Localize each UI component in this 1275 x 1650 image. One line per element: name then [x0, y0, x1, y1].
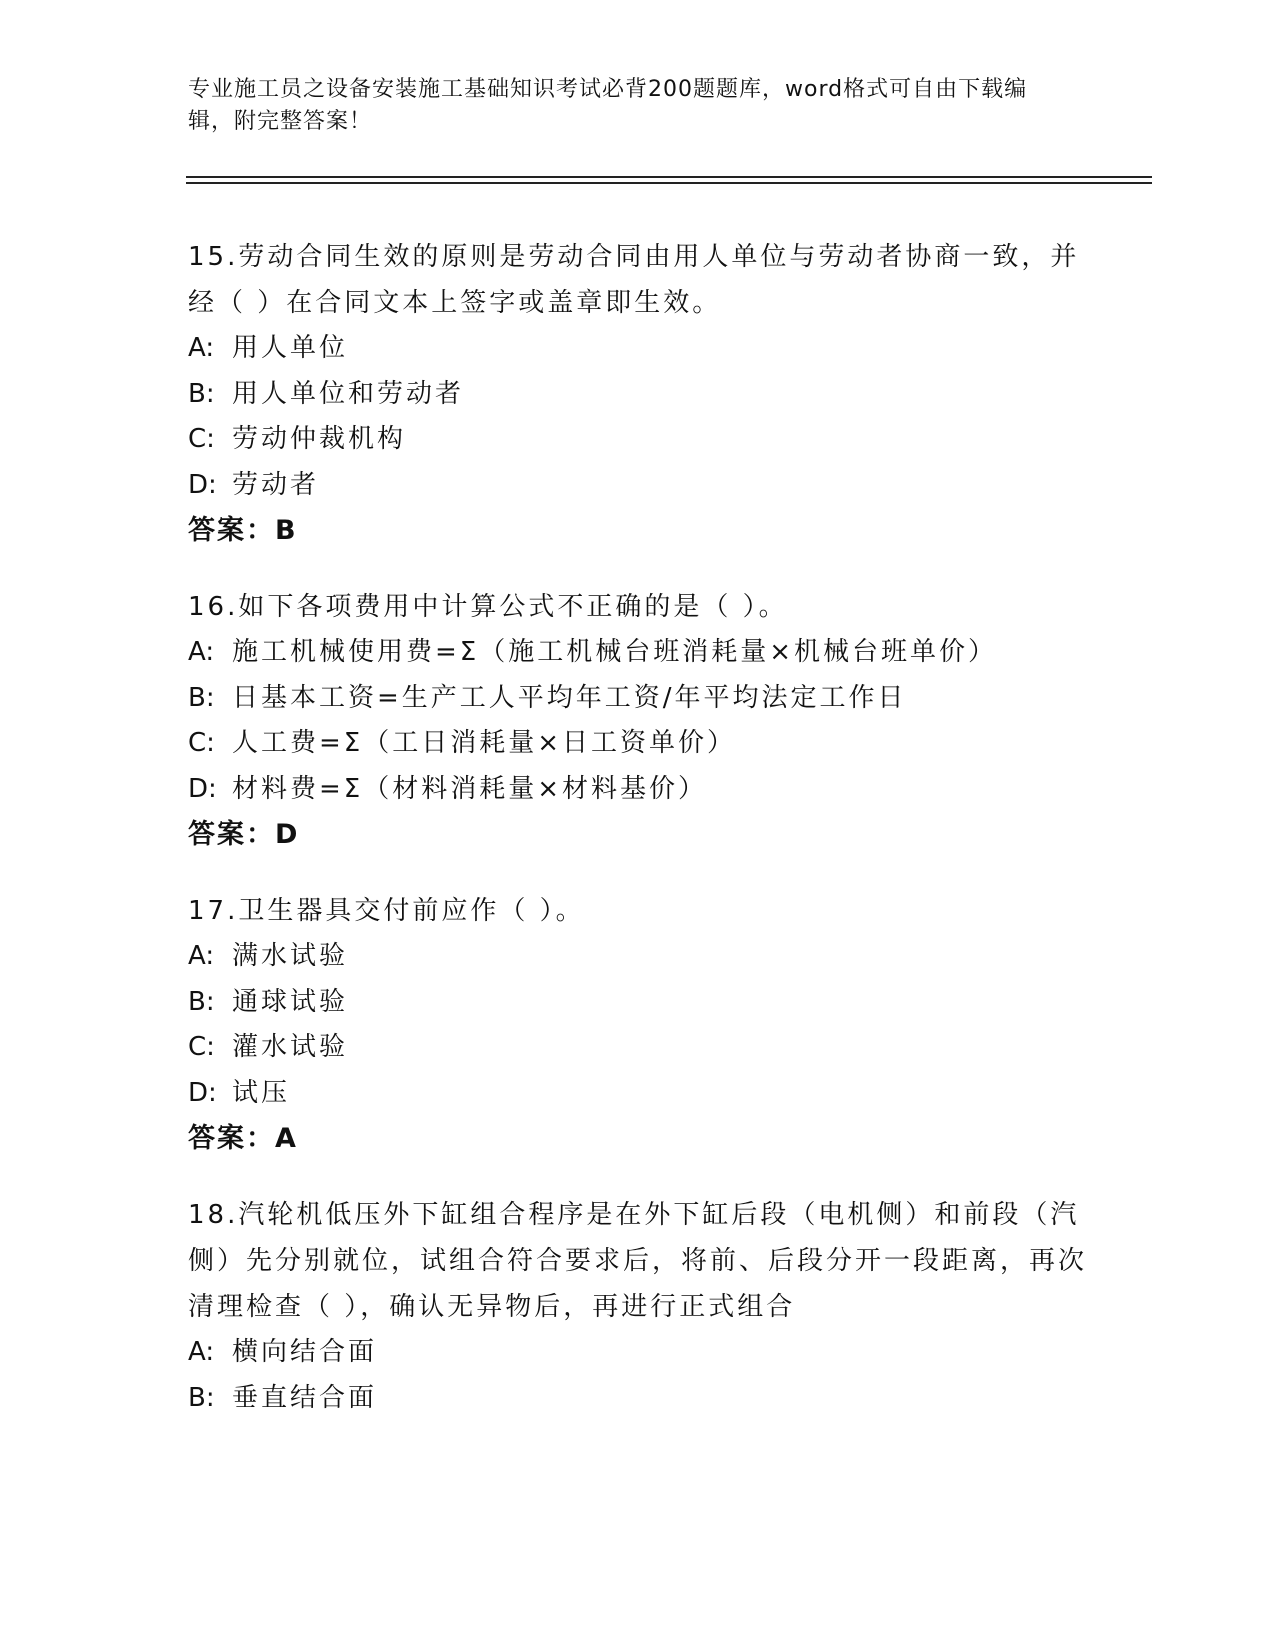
option-text: 垂直结合面: [232, 1382, 378, 1413]
option-text: 用人单位: [232, 333, 349, 363]
option-letter: C:: [188, 728, 215, 758]
option-d: [188, 767, 1088, 813]
answer-label: 答案：B: [188, 515, 298, 546]
option-text: 人工费=Σ（工日消耗量×日工资单价）: [232, 728, 736, 758]
option-letter: B:: [188, 378, 215, 409]
document-header: 专业施工员之设备安装施工基础知识考试必背200题题库，word格式可自由下载编辑，附完整答案！: [188, 77, 1028, 134]
option-text: 用人单位和劳动者: [232, 378, 465, 409]
question-18: [188, 1192, 1088, 1421]
option-letter: D:: [188, 1077, 217, 1108]
option-text: 施工机械使用费=Σ（施工机械台班消耗量×机械台班单价）: [232, 637, 997, 667]
question-16: [188, 584, 1088, 858]
option-text: 满水试验: [232, 941, 349, 971]
option-b: [188, 980, 1088, 1026]
option-letter: B:: [188, 986, 215, 1017]
option-text: 试压: [232, 1077, 291, 1108]
option-letter: A:: [188, 637, 215, 667]
option-letter: A:: [188, 1337, 215, 1367]
option-letter: A:: [188, 941, 215, 971]
option-c: [188, 721, 1088, 767]
option-letter: D:: [188, 773, 217, 804]
answer-label: 答案：A: [188, 1123, 298, 1154]
option-a: [188, 1330, 1088, 1376]
option-letter: B:: [188, 1382, 215, 1413]
option-text: 通球试验: [232, 986, 349, 1017]
option-a: [188, 630, 1088, 676]
option-letter: C:: [188, 1032, 215, 1062]
option-letter: A:: [188, 333, 215, 363]
answer-label: 答案：D: [188, 819, 300, 850]
option-letter: D:: [188, 469, 217, 500]
option-text: 劳动仲裁机构: [232, 424, 407, 454]
question-list: [188, 234, 1088, 1451]
question-stem: 15.劳动合同生效的原则是劳动合同由用人单位与劳动者协商一致，并经（ ）在合同文本上签字或盖章即生效。: [188, 242, 1080, 318]
question-stem: 17.卫生器具交付前应作（ ）。: [188, 896, 585, 926]
option-b: [188, 1376, 1088, 1422]
option-text: 劳动者: [232, 469, 320, 500]
option-b: [188, 372, 1088, 418]
header-divider-bottom: [186, 182, 1152, 184]
option-text: 材料费=Σ（材料消耗量×材料基价）: [232, 773, 707, 804]
option-letter: B:: [188, 682, 215, 713]
option-text: 横向结合面: [232, 1337, 378, 1367]
question-15: [188, 234, 1088, 554]
option-text: 灌水试验: [232, 1032, 349, 1062]
option-d: [188, 463, 1088, 509]
header-divider-top: [186, 176, 1152, 178]
question-17: [188, 888, 1088, 1162]
option-a: [188, 326, 1088, 372]
option-b: [188, 676, 1088, 722]
option-c: [188, 1025, 1088, 1071]
question-stem: 18.汽轮机低压外下缸组合程序是在外下缸后段（电机侧）和前段（汽侧）先分别就位，试组合符合要求后，将前、后段分开一段距离，再次清理检查（ ），确认无异物后，再进行正式组合: [188, 1200, 1088, 1322]
option-text: 日基本工资=生产工人平均年工资/年平均法定工作日: [232, 682, 907, 713]
option-letter: C:: [188, 424, 215, 454]
option-d: [188, 1071, 1088, 1117]
option-a: [188, 934, 1088, 980]
option-c: [188, 417, 1088, 463]
question-stem: 16.如下各项费用中计算公式不正确的是（ ）。: [188, 592, 788, 622]
